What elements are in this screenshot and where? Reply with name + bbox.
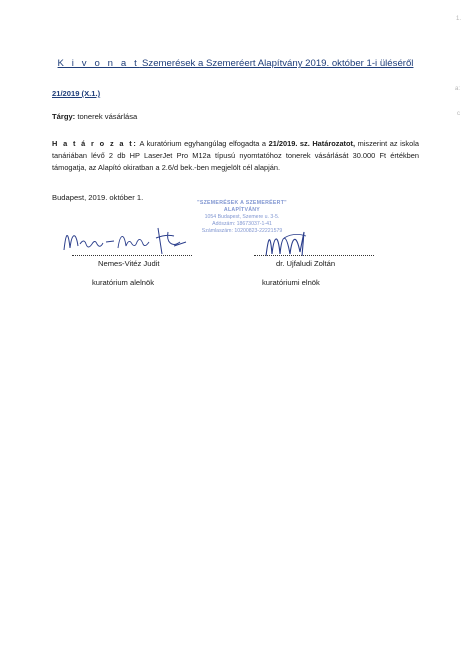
body-bold: 21/2019. sz. Határozatot, [268, 139, 356, 148]
signature-line-right [254, 255, 374, 256]
body-text-2: miszerint az iskola tanáriában lévő 2 db HP LaserJet Pro M12a típusú nyomtatóhoz tonerek vásárlását 30.000 Ft értékben támogatja, az Alapító okiratban a 2.6/d bek.-ben megjelölt cél alapján. [52, 139, 419, 172]
resolution-number: 21/2019 (X.1.) [52, 89, 101, 98]
stamp-line-4: Adószám: 18673037-1-41 [212, 221, 272, 227]
stamp-line-5: Számlaszám: 10200823-22221579 [201, 228, 283, 234]
subject-label: Tárgy: [52, 112, 76, 121]
stamp-line-1: "SZEMERÉSEK A SZEMERÉERT" [197, 200, 287, 206]
margin-mark-1: 1. [456, 16, 462, 22]
subject-value: tonerek vásárlása [75, 112, 138, 121]
title-prefix: K i v o n a t [57, 58, 140, 69]
signatory-left-name: Nemes-Vitéz Judit [98, 259, 160, 268]
resolution-body [52, 138, 419, 174]
resolution-label: H a t á r o z a t: [52, 139, 138, 148]
stamp-line-2: ALAPÍTVÁNY [223, 207, 261, 213]
document-title [0, 58, 471, 69]
margin-mark-3: c [457, 111, 460, 117]
date-line: Budapest, 2019. október 1. [52, 193, 144, 202]
signatory-left-role: kuratórium alelnök [92, 278, 155, 287]
title-rest: Szemerések a Szemeréert Alapítvány 2019. október 1-i üléséről [139, 58, 414, 69]
signature-left [60, 222, 200, 258]
stamp-line-3: 1054 Budapest, Szemere u. 3-5. [204, 214, 280, 220]
margin-mark-2: a: [455, 86, 461, 92]
body-text-1: A kuratórium egyhangúlag elfogadta a [137, 139, 269, 148]
subject-line [52, 112, 137, 121]
signatory-right-role: kuratóriumi elnök [262, 278, 320, 287]
signatory-right-name: dr. Ujfaludi Zoltán [276, 259, 336, 268]
signature-line-left [72, 255, 192, 256]
